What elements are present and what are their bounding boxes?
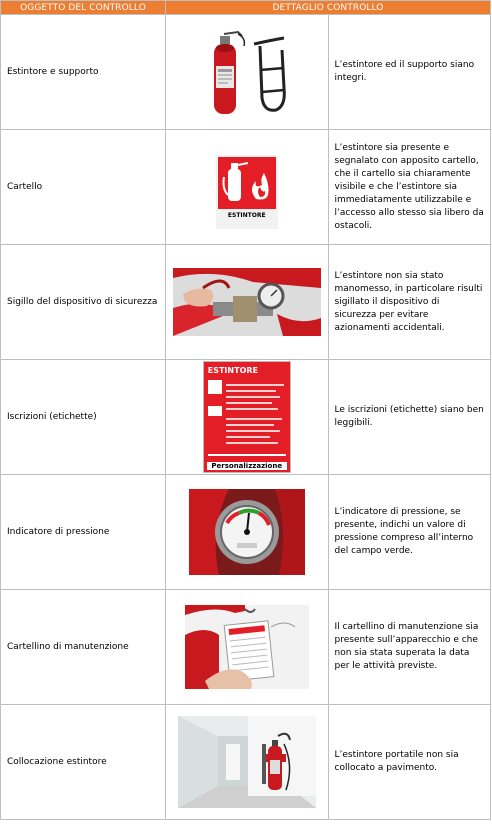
row-object: Collocazione estintore	[1, 705, 166, 820]
row-object: Indicatore di pressione	[1, 475, 166, 590]
row-detail: L’estintore non sia stato manomesso, in particolare risulti sigillato il dispositivo di sicurezza per evitare azionamenti accidentali.	[328, 245, 491, 360]
extinguisher-with-bracket-image	[202, 26, 292, 118]
safety-seal-photo	[173, 268, 321, 336]
header-object: OGGETTO DEL CONTROLLO	[1, 1, 166, 15]
sign-text: ESTINTORE	[227, 212, 266, 219]
row-image	[166, 590, 329, 705]
table-row	[1, 15, 491, 130]
label-footer: Personalizzazione	[207, 462, 287, 470]
row-detail: L’estintore sia presente e segnalato con apposito cartello, che il cartello sia chiaramente visibile e che l’estintore sia immediatamente utilizzabile e l’accesso allo stesso sia libero da ostacoli.	[328, 130, 491, 245]
table-row	[1, 130, 491, 245]
maintenance-tag-photo	[185, 605, 309, 689]
row-image	[166, 130, 329, 245]
header-row	[1, 1, 491, 15]
header-detail: DETTAGLIO CONTROLLO	[166, 1, 491, 15]
row-image	[166, 360, 329, 475]
table-row	[1, 360, 491, 475]
row-image	[166, 475, 329, 590]
extinguisher-sign-image	[216, 155, 278, 219]
row-object: Sigillo del dispositivo di sicurezza	[1, 245, 166, 360]
row-object: Iscrizioni (etichette)	[1, 360, 166, 475]
row-object: Cartello	[1, 130, 166, 245]
row-detail: L’estintore portatile non sia collocato a pavimento.	[328, 705, 491, 820]
row-object: Cartellino di manutenzione	[1, 590, 166, 705]
row-image	[166, 705, 329, 820]
pressure-gauge-photo	[189, 489, 305, 575]
extinguisher-location-photo	[178, 716, 316, 808]
row-image	[166, 15, 329, 130]
table-row	[1, 245, 491, 360]
extinguisher-label-image	[203, 361, 291, 473]
label-title: ESTINTORE	[207, 366, 258, 375]
table-row	[1, 705, 491, 820]
row-object: Estintore e supporto	[1, 15, 166, 130]
row-detail: Il cartellino di manutenzione sia presente sull’apparecchio e che non sia stata superata la data per le attività previste.	[328, 590, 491, 705]
table-row	[1, 475, 491, 590]
row-image	[166, 245, 329, 360]
table-row	[1, 590, 491, 705]
row-detail: Le iscrizioni (etichette) siano ben leggibili.	[328, 360, 491, 475]
row-detail: L’estintore ed il supporto siano integri.	[328, 15, 491, 130]
row-detail: L’indicatore di pressione, se presente, indichi un valore di pressione compreso all’interno del campo verde.	[328, 475, 491, 590]
